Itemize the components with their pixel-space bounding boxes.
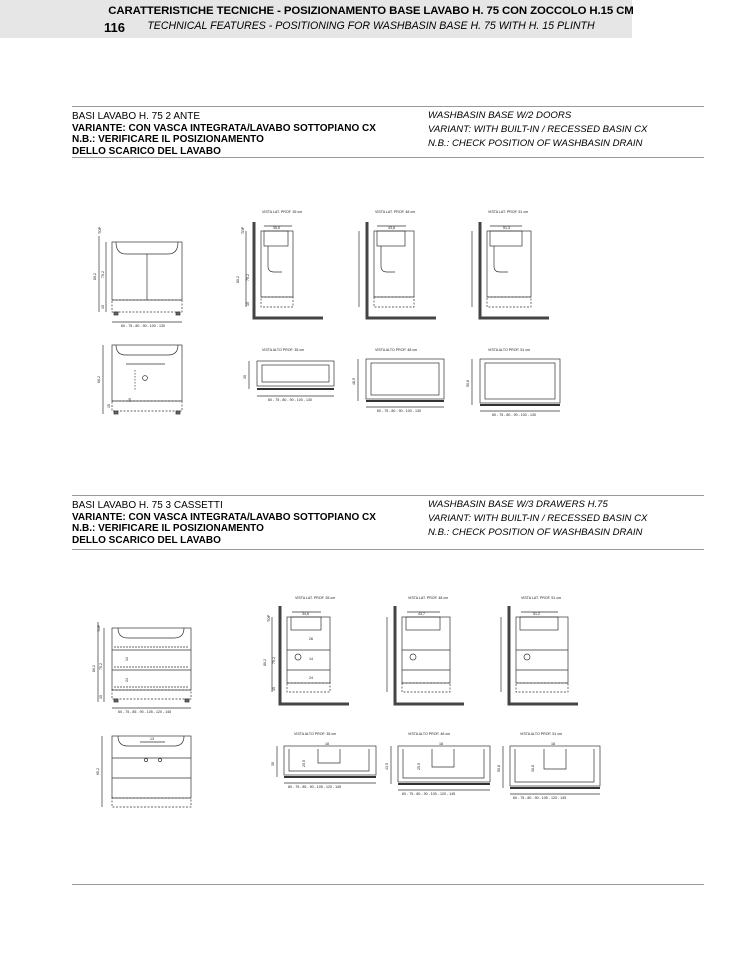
dim-label: 75,2 — [246, 274, 250, 281]
side-view-35 — [246, 222, 323, 318]
dim-label: 14 — [309, 657, 313, 661]
dim-label: TOP — [98, 226, 102, 234]
front-view-3-drawers-lower — [102, 736, 191, 807]
view-label: VISTA LAT. PROF. 48 cm — [408, 596, 449, 600]
side-view-51 — [472, 222, 549, 318]
top-view-drawers-51 — [503, 746, 600, 794]
dim-label: 48,5 — [352, 378, 356, 385]
divider — [72, 549, 704, 550]
front-view-2-doors — [99, 236, 182, 322]
view-label: VISTA LAT. PROF. 35 cm — [295, 596, 336, 600]
note-text-en: N.B.: CHECK POSITION OF WASHBASIN DRAIN — [428, 138, 643, 149]
section-title: BASI LAVABO H. 75 3 CASSETTI — [72, 500, 223, 511]
width-label: 60 - 75 - 80 - 90 - 100 - 130 — [492, 413, 536, 417]
view-label: VISTA ALTO PROF. 35 cm — [262, 348, 305, 352]
dim-label: 15 — [272, 687, 276, 691]
dim-label: 15 — [107, 404, 111, 408]
dim-label: 18 — [439, 742, 443, 746]
front-view-3-drawers — [98, 622, 191, 708]
dim-label: 35 — [271, 762, 275, 766]
dim-label: 15 — [101, 305, 105, 309]
dim-label: 25,5 — [417, 763, 421, 770]
dim-label: 35 — [243, 375, 247, 379]
section-title-en: WASHBASIN BASE W/2 DOORS — [428, 110, 572, 121]
dim-label: 50,8 — [466, 380, 470, 387]
note-text-en: N.B.: CHECK POSITION OF WASHBASIN DRAIN — [428, 527, 643, 538]
width-label: 60 - 75 - 80 - 90 - 100 - 120 - 145 — [402, 792, 456, 796]
dim-label: 75,2 — [99, 663, 103, 670]
side-view-drawers-51 — [501, 606, 578, 704]
dim-label: 43,7 — [418, 612, 425, 616]
view-label: VISTA LAT. PROF. 48 cm — [375, 210, 416, 214]
dim-label: 51,3 — [503, 226, 510, 230]
dim-label: 18 — [325, 742, 329, 746]
dim-label: TOP — [267, 614, 271, 622]
dim-label: 15 — [99, 695, 103, 699]
divider — [72, 495, 704, 496]
front-view-2-doors-lower — [103, 345, 182, 414]
dim-label: 80,2 — [92, 665, 96, 672]
note-text: N.B.: VERIFICARE IL POSIZIONAMENTO — [72, 523, 264, 534]
dim-label: 35,5 — [273, 226, 280, 230]
view-label: VISTA ALTO PROF. 51 cm — [488, 348, 531, 352]
dim-label: 66,2 — [97, 376, 101, 383]
dim-label: TOP — [97, 624, 101, 632]
width-label: 60 - 75 - 80 - 90 - 100 - 130 — [121, 324, 165, 328]
dim-label: TOP — [241, 226, 245, 234]
variant-text: VARIANTE: CON VASCA INTEGRATA/LAVABO SOTTOPIANO CX — [72, 511, 376, 523]
width-label: 60 - 75 - 80 - 90 - 105 - 120 - 145 — [513, 796, 567, 800]
dim-label: 15 — [246, 302, 250, 306]
dim-label: 80,2 — [263, 659, 267, 666]
section-title-en: WASHBASIN BASE W/3 DRAWERS H.75 — [428, 499, 608, 510]
dim-label: 51,2 — [533, 612, 540, 616]
dim-label: 13 — [150, 737, 154, 741]
dim-label: 18 — [551, 742, 555, 746]
top-view-48 — [358, 359, 444, 407]
dim-label: 80,2 — [236, 276, 240, 283]
note-text-cont: DELLO SCARICO DEL LAVABO — [72, 145, 221, 157]
side-view-drawers-35 — [272, 606, 349, 704]
dim-label: 80,2 — [93, 273, 97, 280]
view-label: VISTA LAT. PROF. 51 cm — [488, 210, 529, 214]
dim-label: 34,6 — [302, 612, 309, 616]
dim-label: 50,8 — [497, 765, 501, 772]
dim-label: 24 — [125, 678, 129, 682]
width-label: 60 - 75 - 80 - 90 - 100 - 130 — [268, 398, 312, 402]
top-view-51 — [472, 359, 560, 411]
width-label: 60 - 75 - 80 - 90 - 100 - 130 — [377, 409, 421, 413]
note-text: N.B.: VERIFICARE IL POSIZIONAMENTO — [72, 134, 264, 145]
variant-text: VARIANTE: CON VASCA INTEGRATA/LAVABO SOTTOPIANO CX — [72, 122, 376, 134]
view-label: VISTA ALTO PROF. 48 cm — [375, 348, 418, 352]
view-label: VISTA ALTO PROF. 51 cm — [520, 732, 563, 736]
side-view-48 — [359, 222, 436, 318]
variant-text-en: VARIANT: WITH BUILT-IN / RECESSED BASIN CX — [428, 124, 648, 135]
dim-label: 75,2 — [272, 657, 276, 664]
width-label: 60 - 75 - 85 - 90 - 105 - 120 - 145 — [288, 785, 342, 789]
dim-label: 24 — [309, 676, 313, 680]
dim-label: 43,8 — [388, 226, 395, 230]
section-2-italian-text — [72, 500, 422, 546]
page-title: CARATTERISTICHE TECNICHE - POSIZIONAMENTO BASE LAVABO H. 75 CON ZOCCOLO H.15 CM — [108, 5, 634, 17]
dim-label: 20,5 — [302, 760, 306, 767]
note-text-cont: DELLO SCARICO DEL LAVABO — [72, 534, 221, 546]
dim-label: 14 — [125, 657, 129, 661]
dim-label: 20 — [128, 398, 132, 402]
dim-label: 30,8 — [531, 765, 535, 772]
section-2-english-text — [428, 498, 704, 540]
footer-divider — [72, 884, 704, 885]
top-view-drawers-48 — [391, 746, 490, 790]
dim-label: 75,2 — [101, 271, 105, 278]
view-label: VISTA ALTO PROF. 35 cm — [294, 732, 337, 736]
page-number: 116 — [104, 20, 125, 35]
page-subtitle: TECHNICAL FEATURES - POSITIONING FOR WASHBASIN BASE H. 75 WITH H. 15 PLINTH — [147, 20, 595, 32]
section-title: BASI LAVABO H. 75 2 ANTE — [72, 111, 201, 122]
dim-label: 43,5 — [385, 763, 389, 770]
view-label: VISTA LAT. PROF. 51 cm — [521, 596, 562, 600]
view-label: VISTA LAT. PROF. 35 cm — [262, 210, 303, 214]
variant-text-en: VARIANT: WITH BUILT-IN / RECESSED BASIN CX — [428, 513, 648, 524]
top-view-35 — [249, 361, 334, 396]
view-label: VISTA ALTO PROF. 48 cm — [408, 732, 451, 736]
dim-label: 65,2 — [96, 768, 100, 775]
width-label: 60 - 75 - 85 - 90 - 105 - 120 - 145 — [118, 710, 172, 714]
dim-label: 26 — [309, 637, 313, 641]
side-view-drawers-48 — [387, 606, 464, 704]
top-view-drawers-35 — [277, 746, 376, 783]
